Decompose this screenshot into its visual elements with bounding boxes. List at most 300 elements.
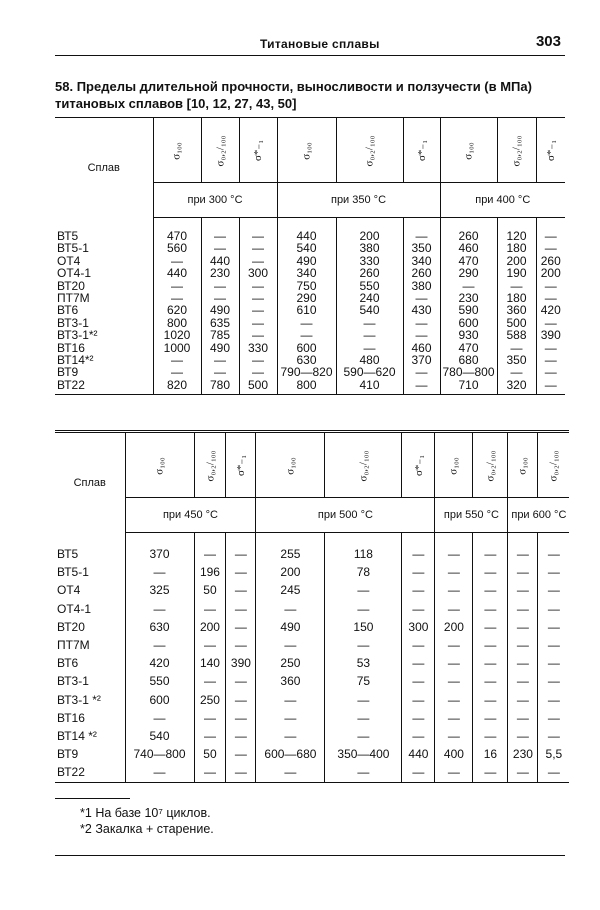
value-cell: —: [226, 618, 256, 636]
value-cell: —: [402, 691, 435, 709]
symbol-header: [402, 432, 435, 498]
value-cell: 440: [402, 745, 435, 763]
symbol-label: σ₁₀₀: [284, 457, 297, 475]
footnote-rule: [55, 798, 130, 799]
value-cell: 360: [256, 672, 325, 690]
value-cell: —: [336, 342, 403, 354]
footnote-mark: *1: [80, 806, 92, 820]
spacer-cell: [402, 533, 435, 546]
value-cell: —: [194, 672, 226, 690]
value-cell: —: [201, 354, 239, 366]
alloy-name: ОТ4-1: [57, 266, 92, 281]
alloy-name: ВТ5-1: [57, 565, 89, 580]
value-cell: 150: [325, 618, 402, 636]
table-row: [55, 242, 565, 254]
symbol-header: [435, 432, 473, 498]
value-cell: —: [153, 366, 201, 378]
value-cell: —: [536, 379, 565, 395]
value-cell: 245: [256, 581, 325, 599]
value-cell: —: [473, 654, 508, 672]
value-cell: —: [239, 366, 277, 378]
value-cell: 370: [403, 354, 440, 366]
symbol-label: σ₀,₂/₁₀₀: [547, 450, 560, 482]
value-cell: —: [473, 581, 508, 599]
value-cell: 470: [440, 342, 497, 354]
value-cell: —: [508, 618, 538, 636]
value-cell: —: [440, 280, 497, 292]
value-cell: —: [239, 304, 277, 316]
value-cell: 350—400: [325, 745, 402, 763]
symbol-label: σ₁₀₀: [171, 142, 183, 160]
value-cell: —: [536, 366, 565, 378]
value-cell: 540: [125, 727, 194, 745]
value-cell: 820: [153, 379, 201, 395]
alloy-name: ВТ5: [57, 547, 79, 561]
value-cell: —: [538, 563, 569, 581]
value-cell: 588: [497, 329, 536, 341]
caption-line2: титановых сплавов [10, 12, 27, 43, 50]: [55, 96, 297, 111]
value-cell: —: [194, 600, 226, 618]
spacer-cell: [473, 533, 508, 546]
value-cell: 800: [277, 379, 336, 395]
value-cell: 200: [194, 618, 226, 636]
value-cell: 480: [336, 354, 403, 366]
symbol-header: [194, 432, 226, 498]
header-rule: [55, 55, 565, 56]
value-cell: —: [538, 727, 569, 745]
value-cell: —: [239, 242, 277, 254]
value-cell: —: [402, 636, 435, 654]
value-cell: 50: [194, 745, 226, 763]
value-cell: —: [226, 727, 256, 745]
value-cell: 560: [153, 242, 201, 254]
value-cell: —: [125, 709, 194, 727]
value-cell: 78: [325, 563, 402, 581]
temperature-header: при 450 °С: [125, 498, 256, 533]
value-cell: 196: [194, 563, 226, 581]
value-cell: 390: [536, 329, 565, 341]
value-cell: —: [508, 600, 538, 618]
value-cell: —: [402, 727, 435, 745]
value-cell: 200: [536, 267, 565, 279]
alloy-name: ПТ7М: [57, 638, 90, 653]
symbol-header: [325, 432, 402, 498]
value-cell: 490: [201, 342, 239, 354]
value-cell: 540: [277, 242, 336, 254]
spacer-cell: [55, 533, 125, 546]
value-cell: —: [536, 342, 565, 354]
symbol-label: σ₀,₂/₁₀₀: [203, 450, 216, 482]
value-cell: —: [508, 691, 538, 709]
value-cell: 140: [194, 654, 226, 672]
value-cell: 330: [239, 342, 277, 354]
symbol-header: [256, 432, 325, 498]
value-cell: 180: [497, 292, 536, 304]
table-row: [55, 672, 569, 690]
value-cell: 500: [239, 379, 277, 395]
alloy-name: ВТ9: [57, 747, 79, 762]
value-cell: —: [125, 763, 194, 782]
alloy-name: ВТ5-1: [57, 241, 89, 256]
value-cell: 750: [277, 280, 336, 292]
table-row: [55, 563, 569, 581]
value-cell: 340: [277, 267, 336, 279]
value-cell: —: [277, 317, 336, 329]
value-cell: —: [435, 563, 473, 581]
value-cell: 460: [440, 242, 497, 254]
table-row: [55, 600, 569, 618]
value-cell: —: [226, 545, 256, 563]
value-cell: 430: [403, 304, 440, 316]
value-cell: 200: [497, 255, 536, 267]
value-cell: —: [194, 709, 226, 727]
alloy-name: ВТ20: [57, 619, 85, 634]
value-cell: 600: [440, 317, 497, 329]
value-cell: 230: [440, 292, 497, 304]
symbol-header: [497, 118, 536, 183]
value-cell: —: [536, 317, 565, 329]
value-cell: —: [402, 545, 435, 563]
table-row: [55, 654, 569, 672]
alloy-name: ВТ22: [55, 763, 125, 782]
value-cell: —: [538, 618, 569, 636]
alloy-name: ВТ9: [57, 365, 79, 380]
value-cell: —: [256, 691, 325, 709]
value-cell: 420: [125, 654, 194, 672]
value-cell: —: [125, 563, 194, 581]
value-cell: 75: [325, 672, 402, 690]
value-cell: 390: [226, 654, 256, 672]
value-cell: 550: [336, 280, 403, 292]
value-cell: —: [256, 709, 325, 727]
footnote-2: [80, 822, 214, 836]
value-cell: —: [536, 230, 565, 242]
value-cell: 290: [440, 267, 497, 279]
value-cell: 50: [194, 581, 226, 599]
value-cell: 5,5: [538, 745, 569, 763]
value-cell: —: [325, 581, 402, 599]
value-cell: 380: [403, 280, 440, 292]
value-cell: 630: [125, 618, 194, 636]
value-cell: —: [325, 600, 402, 618]
value-cell: 635: [201, 317, 239, 329]
value-cell: 230: [508, 745, 538, 763]
alloy-name: ВТ22: [55, 379, 153, 395]
table-row: [55, 636, 569, 654]
value-cell: 740—800: [125, 745, 194, 763]
value-cell: —: [239, 354, 277, 366]
value-cell: —: [201, 366, 239, 378]
value-cell: 260: [440, 230, 497, 242]
table-row: [55, 366, 565, 378]
table-row: [55, 329, 565, 341]
value-cell: —: [256, 636, 325, 654]
alloy-name: ВТ3-1: [57, 674, 89, 689]
alloy-name: ОТ4: [57, 253, 81, 268]
symbol-header: [536, 118, 565, 183]
spacer-cell: [194, 533, 226, 546]
value-cell: —: [536, 242, 565, 254]
value-cell: —: [508, 636, 538, 654]
value-cell: —: [336, 329, 403, 341]
value-cell: 350: [403, 242, 440, 254]
value-cell: —: [201, 242, 239, 254]
value-cell: 800: [153, 317, 201, 329]
value-cell: 360: [497, 304, 536, 316]
value-cell: —: [536, 280, 565, 292]
value-cell: —: [403, 317, 440, 329]
value-cell: 300: [402, 618, 435, 636]
value-cell: 780—800: [440, 366, 497, 378]
value-cell: 16: [473, 745, 508, 763]
value-cell: —: [538, 763, 569, 782]
bottom-rule: [55, 855, 565, 856]
value-cell: —: [226, 691, 256, 709]
alloy-name: ПТ7М: [57, 291, 90, 306]
value-cell: —: [435, 672, 473, 690]
alloy-header: Сплав: [55, 118, 153, 218]
value-cell: —: [508, 545, 538, 563]
table-row: [55, 709, 569, 727]
footnote-mark: *2: [80, 822, 92, 836]
value-cell: —: [497, 366, 536, 378]
value-cell: 400: [435, 745, 473, 763]
symbol-label: σ₁₀₀: [462, 142, 475, 160]
value-cell: 490: [277, 255, 336, 267]
value-cell: —: [473, 763, 508, 782]
value-cell: —: [226, 709, 256, 727]
value-cell: 260: [336, 267, 403, 279]
value-cell: 420: [536, 304, 565, 316]
value-cell: —: [402, 600, 435, 618]
value-cell: 240: [336, 292, 403, 304]
value-cell: —: [403, 230, 440, 242]
alloy-name: ВТ6: [57, 303, 79, 318]
value-cell: —: [125, 600, 194, 618]
value-cell: —: [194, 545, 226, 563]
symbol-label: σ₁₀₀: [516, 457, 529, 475]
value-cell: 590—620: [336, 366, 403, 378]
value-cell: 600: [125, 691, 194, 709]
alloy-name: ВТ5: [57, 229, 79, 243]
value-cell: —: [325, 763, 402, 782]
value-cell: 410: [336, 379, 403, 395]
value-cell: 790—820: [277, 366, 336, 378]
spacer-cell: [256, 533, 325, 546]
value-cell: 470: [153, 230, 201, 242]
value-cell: 325: [125, 581, 194, 599]
value-cell: —: [538, 654, 569, 672]
value-cell: —: [402, 654, 435, 672]
value-cell: —: [226, 745, 256, 763]
value-cell: —: [226, 581, 256, 599]
value-cell: —: [435, 581, 473, 599]
value-cell: 440: [277, 230, 336, 242]
symbol-header: [239, 118, 277, 183]
value-cell: 490: [201, 304, 239, 316]
value-cell: —: [435, 691, 473, 709]
value-cell: —: [536, 292, 565, 304]
value-cell: —: [473, 563, 508, 581]
symbol-header: [201, 118, 239, 183]
symbol-label: σ*₋₁: [412, 454, 425, 477]
symbol-header: [508, 432, 538, 498]
alloy-name: ВТ14 *²: [57, 729, 97, 744]
value-cell: —: [497, 280, 536, 292]
value-cell: —: [538, 581, 569, 599]
value-cell: —: [435, 763, 473, 782]
value-cell: —: [538, 691, 569, 709]
value-cell: 340: [403, 255, 440, 267]
value-cell: —: [194, 727, 226, 745]
value-cell: —: [226, 672, 256, 690]
value-cell: —: [325, 691, 402, 709]
value-cell: —: [435, 600, 473, 618]
running-title: Титановые сплавы: [260, 37, 380, 51]
value-cell: 255: [256, 545, 325, 563]
value-cell: 590: [440, 304, 497, 316]
value-cell: —: [153, 292, 201, 304]
value-cell: —: [473, 727, 508, 745]
symbol-header: [336, 118, 403, 183]
value-cell: —: [226, 563, 256, 581]
value-cell: —: [226, 636, 256, 654]
spacer-cell: [125, 533, 194, 546]
value-cell: 180: [497, 242, 536, 254]
temperature-header: при 300 °С: [153, 183, 277, 218]
symbol-label: σ₁₀₀: [447, 457, 460, 475]
value-cell: —: [239, 255, 277, 267]
value-cell: —: [497, 342, 536, 354]
value-cell: —: [239, 329, 277, 341]
value-cell: —: [538, 600, 569, 618]
value-cell: —: [325, 636, 402, 654]
value-cell: 930: [440, 329, 497, 341]
value-cell: —: [201, 280, 239, 292]
value-cell: —: [473, 709, 508, 727]
table-450-600: [55, 430, 569, 783]
alloy-name: ВТ3-1*²: [57, 328, 98, 343]
alloy-name: ВТ14*²: [57, 353, 94, 368]
table-row: [55, 581, 569, 599]
value-cell: —: [226, 600, 256, 618]
value-cell: 500: [497, 317, 536, 329]
table-row: [55, 545, 569, 563]
value-cell: —: [239, 280, 277, 292]
value-cell: —: [536, 354, 565, 366]
value-cell: —: [194, 763, 226, 782]
temperature-header: при 350 °С: [277, 183, 440, 218]
value-cell: 470: [440, 255, 497, 267]
value-cell: 710: [440, 379, 497, 395]
value-cell: 200: [336, 230, 403, 242]
temperature-header: при 400 °С: [440, 183, 565, 218]
table-row: [55, 379, 565, 395]
table-row: [55, 304, 565, 316]
value-cell: 380: [336, 242, 403, 254]
table-300-400: [55, 117, 565, 395]
value-cell: —: [435, 654, 473, 672]
symbol-label: σ*₋₁: [235, 454, 248, 477]
table-row: [55, 763, 569, 782]
value-cell: 300: [239, 267, 277, 279]
value-cell: 620: [153, 304, 201, 316]
value-cell: —: [402, 581, 435, 599]
value-cell: —: [435, 727, 473, 745]
value-cell: —: [153, 280, 201, 292]
value-cell: —: [402, 709, 435, 727]
value-cell: —: [336, 317, 403, 329]
page-header: [55, 33, 565, 57]
value-cell: 785: [201, 329, 239, 341]
value-cell: 200: [435, 618, 473, 636]
alloy-name: ОТ4-1: [57, 601, 92, 616]
value-cell: 540: [336, 304, 403, 316]
symbol-header: [125, 432, 194, 498]
spacer-cell: [226, 533, 256, 546]
value-cell: 120: [497, 230, 536, 242]
spacer-cell: [325, 533, 402, 546]
value-cell: 330: [336, 255, 403, 267]
value-cell: —: [256, 763, 325, 782]
value-cell: 1000: [153, 342, 201, 354]
symbol-header: [538, 432, 569, 498]
footnote-1: [80, 806, 211, 820]
value-cell: 680: [440, 354, 497, 366]
spacer-cell: [435, 533, 473, 546]
value-cell: 250: [256, 654, 325, 672]
footnote-text: Закалка + старение.: [95, 822, 214, 836]
symbol-label: σ₀,₂/₁₀₀: [213, 135, 226, 167]
value-cell: —: [508, 563, 538, 581]
value-cell: 260: [403, 267, 440, 279]
value-cell: —: [256, 727, 325, 745]
alloy-name: ВТ16: [57, 340, 85, 355]
value-cell: —: [508, 654, 538, 672]
value-cell: —: [194, 636, 226, 654]
value-cell: —: [508, 727, 538, 745]
value-cell: 370: [125, 545, 194, 563]
symbol-header: [226, 432, 256, 498]
value-cell: 630: [277, 354, 336, 366]
value-cell: 230: [201, 267, 239, 279]
value-cell: —: [125, 636, 194, 654]
symbol-label: σ*₋₁: [252, 139, 265, 162]
value-cell: —: [508, 672, 538, 690]
value-cell: 600—680: [256, 745, 325, 763]
temperature-header: при 550 °С: [435, 498, 508, 533]
table-row: [55, 727, 569, 745]
footnote-text: На базе 10⁷ циклов.: [95, 806, 211, 820]
value-cell: 118: [325, 545, 402, 563]
value-cell: 440: [201, 255, 239, 267]
value-cell: —: [201, 230, 239, 242]
value-cell: —: [538, 636, 569, 654]
value-cell: —: [403, 366, 440, 378]
value-cell: —: [473, 672, 508, 690]
value-cell: 780: [201, 379, 239, 395]
alloy-name: ОТ4: [57, 583, 81, 598]
value-cell: —: [403, 379, 440, 395]
value-cell: 250: [194, 691, 226, 709]
value-cell: —: [473, 691, 508, 709]
value-cell: —: [473, 618, 508, 636]
value-cell: 490: [256, 618, 325, 636]
symbol-header: [440, 118, 497, 183]
value-cell: —: [277, 329, 336, 341]
value-cell: —: [226, 763, 256, 782]
value-cell: 610: [277, 304, 336, 316]
